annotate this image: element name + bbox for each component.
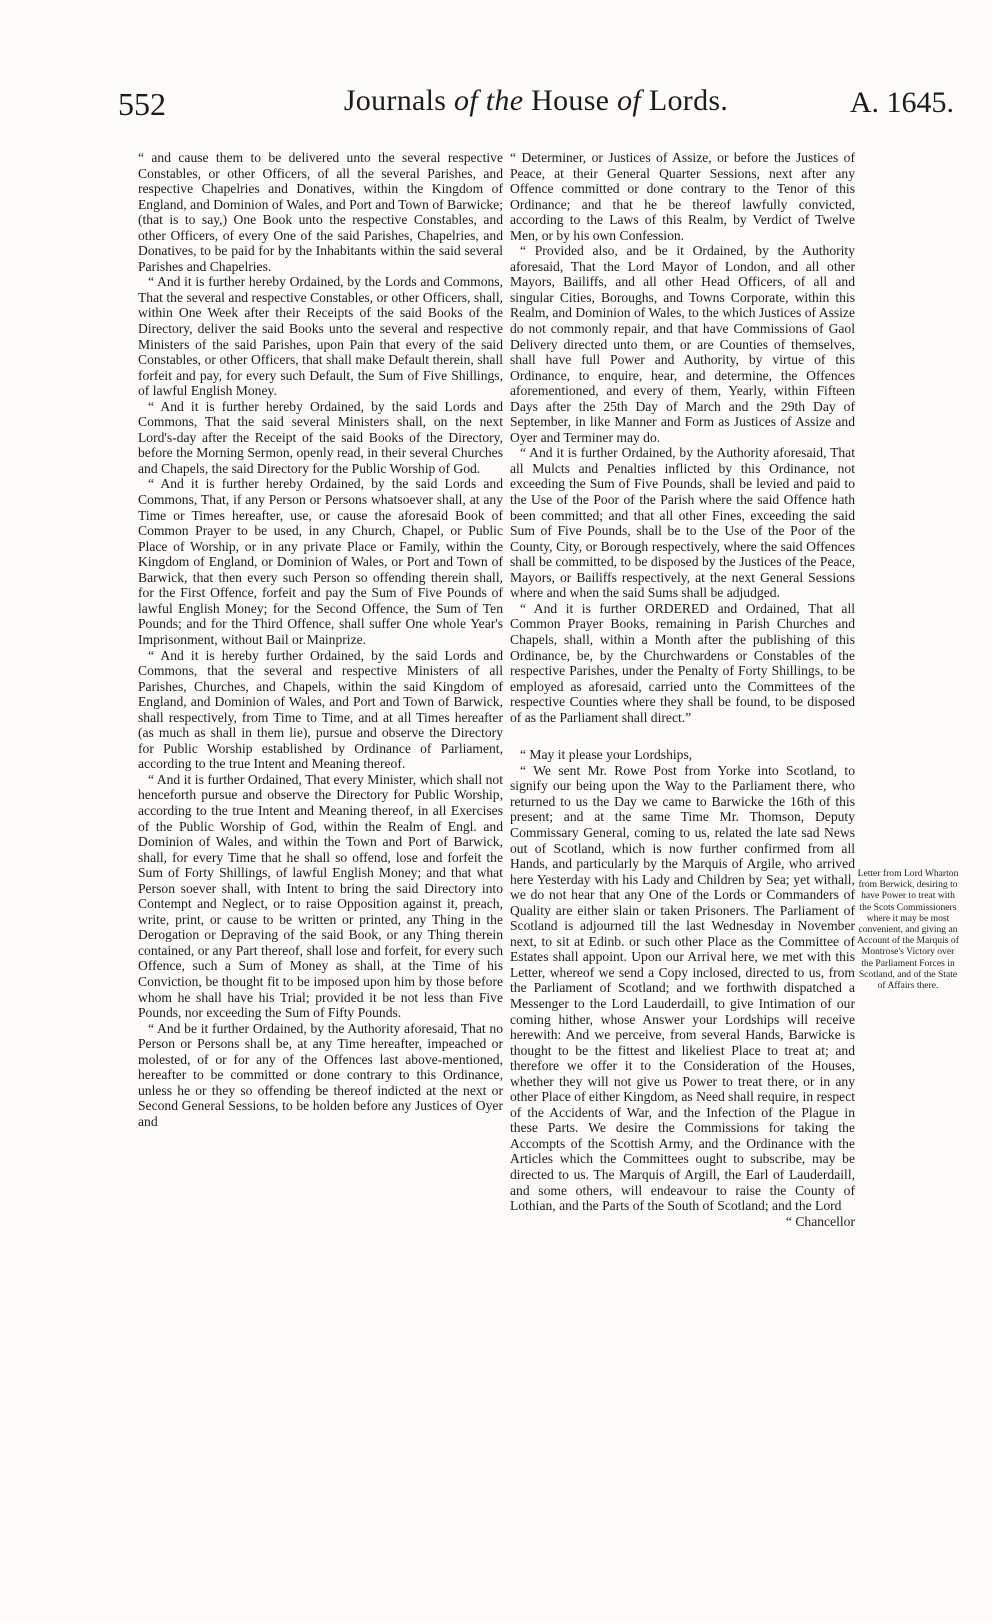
letter-section	[510, 747, 855, 1229]
paragraph: “ And it is further ORDERED and Ordained, That all Common Prayer Books, remaining in Parish Churches and Chapels, shall, within a Month after the publishing of this Ordinance, be, by the Churchwardens or Constables of the respective Parishes, under the Penalty of Forty Shillings, to be employed as aforesaid, carried unto the Committees of the respective Counties where they shall be found, to be disposed of as the Parliament shall direct.”	[510, 600, 855, 725]
paragraph: “ And it is further Ordained, by the Authority aforesaid, That all Mulcts and Penalties inflicted by this Ordinance, not exceeding the Sum of Five Pounds, shall be levied and paid to the Use of the Poor of the Parish where the said Offence hath been committed; and that all other Fines, exceeding the said Sum of Five Pounds, shall be to the Use of the Poor of the County, City, or Borough respectively, where the said Offences shall be committed, to be disposed by the Justices of the Peace, Mayors, or Bailiffs respectively, at the next General Sessions where and when the said Sums shall be adjudged.	[510, 445, 855, 601]
paragraph: “ Determiner, or Justices of Assize, or before the Justices of Peace, at their General Quarter Sessions, next after any Offence committed or done contrary to the Tenor of this Ordinance; and that he be thereof lawfully convicted, according to the Laws of this Realm, by Verdict of Twelve Men, or by his own Confession.	[510, 150, 855, 243]
title-word-house: House	[531, 84, 610, 117]
letter-salutation: “ May it please your Lordships,	[520, 747, 693, 763]
left-column	[138, 150, 503, 1129]
title-word-lords: Lords.	[648, 84, 729, 117]
paragraph: “ And it is hereby further Ordained, by the said Lords and Commons, that the several and respective Ministers of all Parishes, Churches, and Chapels, within the said Kingdom of England, and Dominion of Wales, and Port and Town of Barwick, shall respectively, from Time to Time, and at all Times hereafter (as much as shall in them lie), pursue and observe the Directory for Public Worship established by Ordinance of Parliament, according to the true Intent and Meaning thereof.	[138, 647, 503, 772]
catchword: “ Chancellor	[785, 1213, 855, 1229]
paragraph: “ And it is further Ordained, That every Minister, which shall not henceforth pursue and observe the Directory for Public Worship, according to the true Intent and Meaning thereof, in all Exercises of the Public Worship of God, within the Realm of Engl. and Dominion of Wales, and within the Town and Port of Barwick, shall, for every Time that he shall so offend, lose and forfeit the Sum of Forty Shillings, of lawful English Money; and that what Person soever shall, with Intent to bring the said Directory into Contempt and Neglect, or to raise Opposition against it, preach, write, print, or cause to be written or printed, any Thing in the Derogation or Depraving of the said Book, or any Thing therein contained, or any Part thereof, shall lose and forfeit, for every such Offence, such a Sum of Money as shall, at the Time of his Conviction, be thought fit to be imposed upon him by those before whom he shall have his Trial; provided it be not less than Five Pounds, nor exceeding the Sum of Fifty Pounds.	[138, 771, 503, 1021]
title-word-journals: Journals	[343, 84, 447, 117]
page-number: 552	[118, 86, 166, 122]
journal-title	[118, 84, 954, 118]
letter-body: “ We sent Mr. Rowe Post from Yorke into Scotland, to signify our being upon the Way to the Parliament there, who returned to us the Day we came to Barwicke the 16th of this present; and at the same Time Mr. Thomson, Deputy Commissary General, coming to us, related the late sad News out of Scotland, which is now further confirmed from all Hands, and particularly by the Marquis of Argile, who arrived here Yesterday with his Lady and Children by Sea; yet withall, we do not hear that any One of the Lords or Commanders of Quality are either slain or taken Prisoners. The Parliament of Scotland is adjourned till the last Wednesday in November next, to sit at Edinb. or such other Place as the Committee of Estates shall appoint. Upon our Arrival here, we met with this Letter, whereof we send a Copy inclosed, directed to us, from the Parliament of Scotland; and we forthwith dispatched a Messenger to the Lord Lauderdaill, to give Intimation of our coming hither, whose Answer your Lordships will receive herewith: And we perceive, from several Hands, Barwicke is thought to be the fittest and likeliest Place to treat at; and therefore we offer it to the Consideration of the Houses, whether they will not give us Power to treat there, or in any other Place of either Kingdom, as Need shall require, in respect of the Accidents of War, and the Infection of the Plague in these Parts. We desire the Commissions for taking the Accompts of the Scottish Army, and the Ordinance with the Articles which the Committees ought to subscribe, may be directed to us. The Marquis of Argill, the Earl of Lauderdaill, and some others, will endeavour to raise the County of Lothian, and the Parts of the South of Scotland; and the Lord	[510, 762, 856, 1214]
paragraph: “ And it is further hereby Ordained, by the said Lords and Commons, That, if any Person or Persons whatsoever shall, at any Time or Times hereafter, use, or cause the aforesaid Book of Common Prayer to be used, in any Church, Chapel, or Public Place of Worship, or in any private Place or Family, within the Kingdom of England, or Dominion of Wales, or Port and Town of Barwick, that then every such Person so offending therein shall, for the First Offence, forfeit and pay the Sum of Five Pounds of lawful English Money; for the Second Offence, the Sum of Ten Pounds; and for the Third Offence, shall suffer One whole Year's Imprisonment, without Bail or Mainprize.	[138, 476, 503, 647]
page-header	[118, 78, 954, 134]
title-word-of-the: of the	[454, 84, 524, 117]
paragraph: “ And it is further hereby Ordained, by the Lords and Commons, That the several and respective Constables, or other Officers, shall, within One Week after their Receipts of the said Books of the Directory, deliver the said Books unto the several and respective Ministers of the said Parishes, upon Pain that every of the said Constables, or other Officers, that shall make Default therein, shall forfeit and pay, for every such Default, the Sum of Five Shillings, of lawful English Money.	[138, 274, 503, 399]
year: A. 1645.	[849, 86, 954, 119]
title-word-of: of	[617, 84, 642, 117]
paragraph: “ And it is further hereby Ordained, by the said Lords and Commons, That the said several Ministers shall, on the next Lord's-day after the Receipt of the said Books of the Directory, before the Morning Sermon, openly read, in their several Churches and Chapels, the said Directory for the Public Worship of God.	[138, 398, 503, 476]
right-column	[510, 150, 855, 1229]
paragraph: “ Provided also, and be it Ordained, by the Authority aforesaid, That the Lord Mayor of London, and all other Mayors, Bailiffs, and all other Head Officers, of all and singular Cities, Boroughs, and Towns Corporate, within this Realm, and Dominion of Wales, to the which Justices of Assize do not commonly repair, and that have Commissions of Gaol Delivery directed unto them, or are Counties of themselves, shall have full Power and Authority, by virtue of this Ordinance, to enquire, hear, and determine, the Offences aforementioned, and every of them, Yearly, within Fifteen Days after the 25th Day of March and the 29th Day of September, in like Manner and Form as Justices of Assize and Oyer and Terminer may do.	[510, 243, 855, 445]
margin-note: Letter from Lord Wharton from Berwick, desiring to have Power to treat with the Scots Commissioners where it may be most convenient, and giving an Account of the Marquis of Montrose's Victory over the Parliament Forces in Scotland, and of the State of Affairs there.	[857, 868, 959, 992]
paragraph: “ and cause them to be delivered unto the several respective Constables, or other Officers, of all the several Parishes, and respective Chapelries and Donatives, within the Kingdom of England, and Dominion of Wales, and Port and Town of Barwicke; (that is to say,) One Book unto the respective Constables, and other Officers, of every One of the said Parishes, Chapelries, and Donatives, to be paid for by the Inhabitants within the said several Parishes and Chapelries.	[138, 150, 503, 274]
paragraph: “ And be it further Ordained, by the Authority aforesaid, That no Person or Persons shall be, at any Time hereafter, impeached or molested, of or for any of the Offences last above-mentioned, hereafter to be committed or done contrary to this Ordinance, unless he or they so offending be thereof indicted at the next or Second General Sessions, to be holden before any Justices of Oyer and	[138, 1020, 503, 1129]
